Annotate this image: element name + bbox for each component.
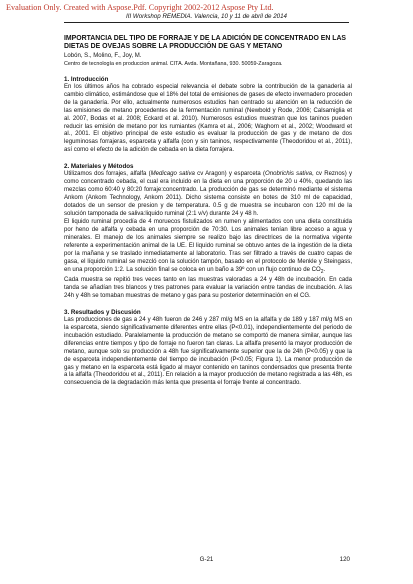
methods-p2-text-b: . [323,266,326,273]
section-heading-results: 3. Resultados y Discusión [64,308,141,316]
paper-body [64,26,352,388]
methods-paragraph-3: Cada muestra se repitió tres veces tanto en las muestras valoradas a 24 y 48h de incubación. En cada tanda se añadían tres blancos y tres patrones para evaluar la variación entre tandas de incubación. A las 24h y 48h se tomaban muestras de metano y gas para su posterior determinación en el CG. [64,276,352,299]
section-heading-methods: 2. Materiales y Métodos [64,163,134,171]
header-rule [64,22,349,23]
footer-page-number: 120 [339,556,350,563]
running-header: III Workshop REMEDIA. Valencia, 10 y 11 de abril de 2014 [126,13,287,20]
species-name-alfalfa: Medicago sativa [150,171,195,178]
methods-p1-text-a: Utilizamos dos forrajes, alfalfa ( [64,171,151,178]
section-heading-intro: 1. Introducción [64,75,109,83]
methods-p2-text-a: El liquido ruminal procedía de 4 moruecos fistulizados en rumen y alimentados con una dieta constituida por heno de alfalfa y cebada en una proporción de 70:30. Los animales tenían libre acceso a agua y minerales. El manejo de los animales siempre se realizo bajo las directrices de la normativa vigente referente a experimentación animal de la UE. El liquido ruminal se obtuvo antes de la ingestión de la dieta por la mañana y se traslado inmediatamente al laboratorio. Tras ser filtrado a través de cuatro capas de gasa, el líquido ruminal se mezcló con la solución tampón, basado en el protocolo de Menkle y Steingass, en una proporción 1:2. La solución final se coloca en un baño a 39º con un flujo continuo de CO [64,219,352,273]
species-name-esparceta: Onobrichis sativa [265,171,312,178]
paper-title: IMPORTANCIA DEL TIPO DE FORRAJE Y DE LA ADICIÓN DE CONCENTRADO EN LAS DIETAS DE OVEJAS SOBRE LA PRODUCCIÓN DE GAS Y METANO [64,35,347,51]
methods-paragraph-2 [64,219,352,277]
methods-p1-text-c: , cv Reznos) y como concentrado cebada, el cual era incluido en la dieta en una proporción de 20 u 40%, quedando las mezclas como 60:40 y 80:20 forraje:concentrado. La producción de gas se determinó mediante el sistema Ankom (Ankom Technology, Ankom 2011). Dicho sistema consiste en botes de 310 ml de capacidad, dotados de un sensor de presion y de temperatura. 0.5 g de muestra se incubaron con 120 ml de la solución tamponada de saliva:liquido ruminal (2:1 v/v) durante 24 y 48 h. [64,171,352,218]
author-list: Lobón, S., Molino, F., Joy, M. [64,52,142,59]
affiliation: Centro de tecnología en produccion animal. CITA. Avda. Montañana, 930. 50059-Zaragoza. [64,60,283,67]
methods-paragraph-1 [64,171,352,219]
footer-page-label: G-21 [199,556,214,563]
co2-subscript: 2 [320,268,324,275]
watermark-text: Evaluation Only. Created with Aspose.Pdf. Copyright 2002-2012 Aspose Pty Ltd. [6,3,274,12]
results-paragraph: Las producciones de gas a 24 y 48h fueron de 246 y 287 ml/g MS en la alfalfa y de 189 y 187 ml/g MS en la esparceta, siendo significativamente diferentes entre ellas (P<0.01), independientemente del periodo de incubación estudiado. Paralelamente la producción de metano se comportó de manera similar, aunque las diferencias entre tiempos y tipo de forraje no fueron tan claras. La alfalfa presentó la mayor producción de metano, aunque solo su producción a 48h fue significativamente superior que la de 24h (P<0.05) y que la de esparceta independientemente del tiempo de incubación (P<0.05; Figura 1). La menor producción de gas y metano en la esparceta está ligado al mayor contenido en taninos condensados que presenta frente a la alfalfa (Theodoridou et al., 2011). En relación a la mayor producción de metano registrada a las 48h, es consecuencia de la degradación más lenta que presenta el forraje frente al concentrado. [64,316,352,387]
intro-paragraph: En los últimos años ha cobrado especial relevancia el debate sobre la contribución de la ganadería al cambio climático, estimándose que el 18% del total de emisiones de gases de efecto invernadero proceden de la ganadería. Por ello, actualmente numerosos estudios han centrado su atención en la reducción de las emisiones de metano procedentes de la fermentación ruminal (Newbold y Rode, 2006; Calsamiglia et al. 2007, Bodas et al. 2008; Eckard et al. 2010). Numerosos estudios muestran que los taninos pueden reducir las emisión de metano por los rumiantes (Kamra et al., 2006; Waghorn et al., 2002; Woodward et al., 2001. El objetivo principal de este estudio es evaluar la producción de gas y de metano de dos leguminosas forrajeras, esparceta y alfalfa (con y sin taninos, respectivamente (Theodoridou et al., 2011), así como el efecto de la adición de cebada en la dieta forrajera. [64,83,352,154]
methods-p1-text-b: cv Aragon) y esparceta ( [194,171,266,178]
